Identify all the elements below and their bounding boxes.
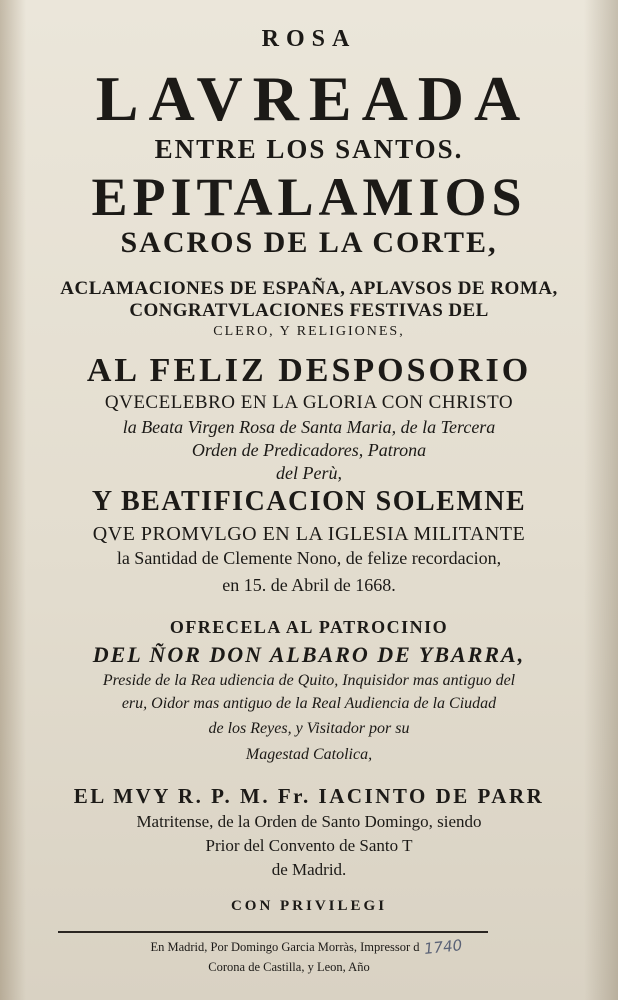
line-corona: Corona de Castilla, y Leon, Año [208, 960, 370, 974]
handwritten-note: 1740 [423, 936, 464, 958]
line-date: en 15. de Abril de 1668. [222, 575, 396, 595]
line-madrid: de Madrid. [271, 860, 347, 879]
line-beata: la Beata Virgen Rosa de Santa Maria, de la Tercera [122, 417, 496, 437]
line-orden: Orden de Predicadores, Patrona [191, 440, 427, 460]
line-oidor: eru, Oidor mas antiguo de la Real Audiencia de la Ciudad [121, 695, 497, 712]
subtitle-entre-los-santos: ENTRE LOS SANTOS. [154, 134, 464, 164]
line-prior: Prior del Convento de Santo T [205, 836, 413, 855]
line-author: EL MVY R. P. M. Fr. IACINTO DE PARR [73, 784, 545, 808]
line-imprint: En Madrid, Por Domingo Garcia Morràs, Impressor d [150, 940, 420, 954]
title-laureada: LAVREADA [95, 63, 531, 134]
line-presidente: Preside de la Rea udiencia de Quito, Inquisidor mas antiguo del [102, 672, 516, 689]
line-dedicatee: DEL ÑOR DON ALBARO DE YBARRA, [92, 642, 526, 667]
line-peru: del Perù, [276, 463, 342, 483]
heading-beatificacion: Y BEATIFICACION SOLEMNE [91, 486, 527, 517]
title-epitalamios: EPITALAMIOS [91, 167, 527, 227]
line-privilegio: CON PRIVILEGI [230, 898, 388, 914]
line-quepromulgo: QVE PROMVLGO EN LA IGLESIA MILITANTE [92, 523, 526, 545]
line-quecelebro: QVECELEBRO EN LA GLORIA CON CHRISTO [104, 392, 514, 413]
line-ofrecela: OFRECELA AL PATROCINIO [169, 617, 449, 637]
line-magestad: Magestad Catolica, [245, 746, 373, 763]
heading-feliz-desposorio: AL FELIZ DESPOSORIO [86, 352, 532, 389]
line-clero: CLERO, Y RELIGIONES, [213, 324, 405, 339]
subtitle-sacros: SACROS DE LA CORTE, [120, 226, 498, 259]
line-congratulaciones: CONGRATVLACIONES FESTIVAS DEL [129, 300, 489, 321]
imprint-rule [58, 931, 488, 933]
line-santidad: la Santidad de Clemente Nono, de felize recordacion, [116, 548, 502, 568]
line-reyes: de los Reyes, y Visitador por su [208, 720, 410, 737]
line-matritense: Matritense, de la Orden de Santo Domingo, siendo [136, 812, 482, 831]
title-rosa: ROSA [261, 26, 357, 52]
line-aclamaciones: ACLAMACIONES DE ESPAÑA, APLAVSOS DE ROMA, [60, 278, 558, 299]
